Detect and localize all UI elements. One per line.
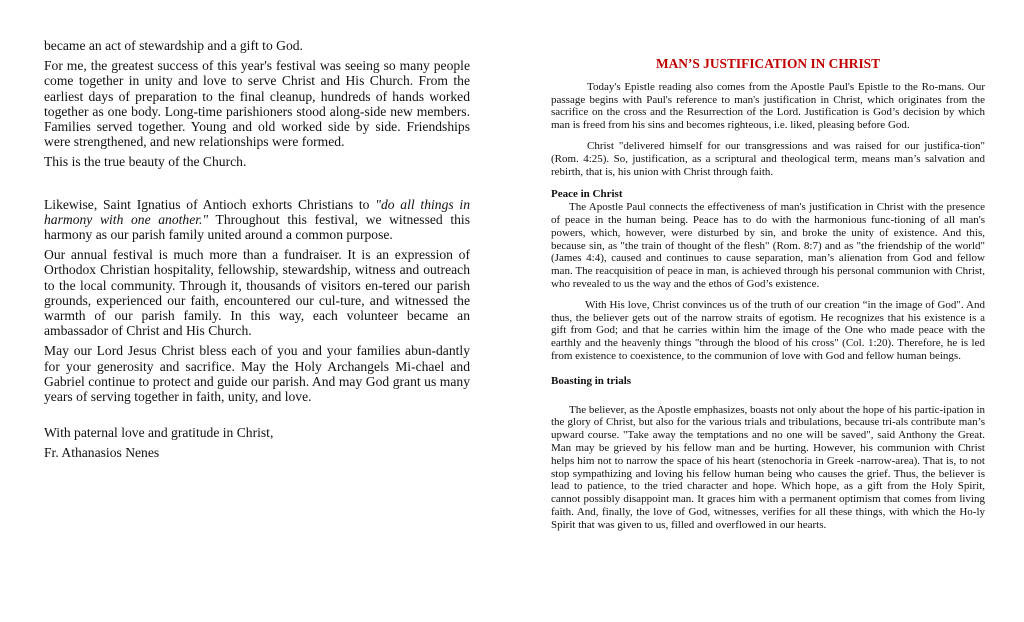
paragraph-true-beauty: This is the true beauty of the Church. (44, 154, 247, 170)
paragraph-image-of-god: With His love, Christ convinces us of the truth of our creation “in the image of God". And thus, the believer gets out of the narrow straits of egotism. He recognizes that his existence is a gift from God; and that he carries within him the image of the One who made peace with the earthly and the heavenly things "through the blood of his cross" (Col. 1:20). Therefore, he is led from existence to coexistence, to the communion of love with God and fellow human beings. (551, 298, 985, 362)
signature: Fr. Athanasios Nenes (44, 445, 160, 461)
ignatius-text-end: Throughout this festival, we witnessed this harmony as our parish family united around a common purpose. (44, 211, 470, 243)
right-page (551, 58, 985, 540)
closing-line: With paternal love and gratitude in Christ, (44, 425, 274, 441)
paragraph-epistle: Today's Epistle reading also comes from the Apostle Paul's Epistle to the Ro-mans. Our passage begins with Paul's reference to man's justification in Christ, which originates from the sacrifice on the cross and the Resurrection of the Lord. Justification is God’s decision by which man is freed from his sins and becomes righteous, i.e. liked, pleasing before God. (551, 80, 985, 132)
paragraph-justification: Christ "delivered himself for our transgressions and was raised for our justifica-tion" (Rom. 4:25). So, justification, as a scriptural and theological term, means man’s salvation and rebirth, that is, his union with Christ through faith. (551, 139, 985, 178)
paragraph-boasting: The believer, as the Apostle emphasizes, boasts not only about the hope of his partic-ipation in the glory of Christ, but also for the various trials and tribulations, because tri-als contribute man’s upward course. "Take away the temptations and no one will be saved", said Anthony the Great. Man may be grieved by his fellow man and be hurting. However, his communion with Christ helps him not to narrow the space of his heart (stenochoria in Greek -narrow-area). That is, to not stop sympathizing and loving his fellow human being who causes the grief. Thus, the believer is lead to patience, to the tried character and hope. Which hope, as a gift from the Holy Spirit, cannot possibly disappoint man. It graces him with a permanent optimism that comes from living faith. And, finally, the love of God, witnesses, verifies for all these things, with which the Ho-ly Spirit that was given to us, filled and overflowed in our hearts. (551, 403, 985, 531)
paragraph-peace: The Apostle Paul connects the effectiveness of man's justification in Christ with the presence of peace in the human being. Peace has to do with the harmonious func-tioning of all man's powers, which, however, were disturbed by sin, and broke the unity of existence. And this, because sin, as "the train of thought of the flesh" (Rom. 8:7) and as "the friendship of the world" (James 4:4), caused and continues to cause separation, man’s alienation from God and fellow man. The reacquisition of peace in man, is achieved through his personal communion with Christ, who revealed to us the way and the ethos of God’s existence. (551, 201, 985, 290)
heading-peace-in-christ: Peace in Christ (551, 188, 623, 201)
article-title: MAN’S JUSTIFICATION IN CHRIST (655, 56, 881, 71)
left-page (44, 38, 470, 466)
paragraph-annual-festival: Our annual festival is much more than a fundraiser. It is an expression of Orthodox Christian hospitality, fellowship, stewardship, witness and outreach to the local community. Through it, thousands of visitors en-tered our parish grounds, experienced our faith, encountered our cul-ture, and witnessed the warmth of our parish family. In this way, each volunteer became an ambassador of Christ and His Church. (44, 247, 470, 339)
paragraph-saint-ignatius (44, 197, 470, 243)
paragraph-stewardship: became an act of stewardship and a gift to God. (44, 38, 303, 53)
heading-boasting-in-trials: Boasting in trials (551, 374, 632, 387)
paragraph-festival-success: For me, the greatest success of this year's festival was seeing so many people come together in unity and love to serve Christ and His Church. From the earliest days of preparation to the final cleanup, hundreds of hands worked together as one body. Long-time parishioners stood along-side new members. Families served together. Young and old worked side by side. Friendships were strengthened, and new relationships were formed. (44, 58, 470, 150)
ignatius-text: Likewise, Saint Ignatius of Antioch exhorts Christians to (44, 196, 376, 212)
ignatius-quote: "do all things in harmony with one another." (44, 196, 471, 227)
paragraph-blessing: May our Lord Jesus Christ bless each of you and your families abun-dantly for your generosity and sacrifice. May the Holy Archangels Mi-chael and Gabriel continue to protect and guide our parish. And may God grant us many years of serving together in faith, unity, and love. (44, 343, 470, 405)
spacer (44, 175, 470, 197)
spacer (44, 409, 470, 425)
